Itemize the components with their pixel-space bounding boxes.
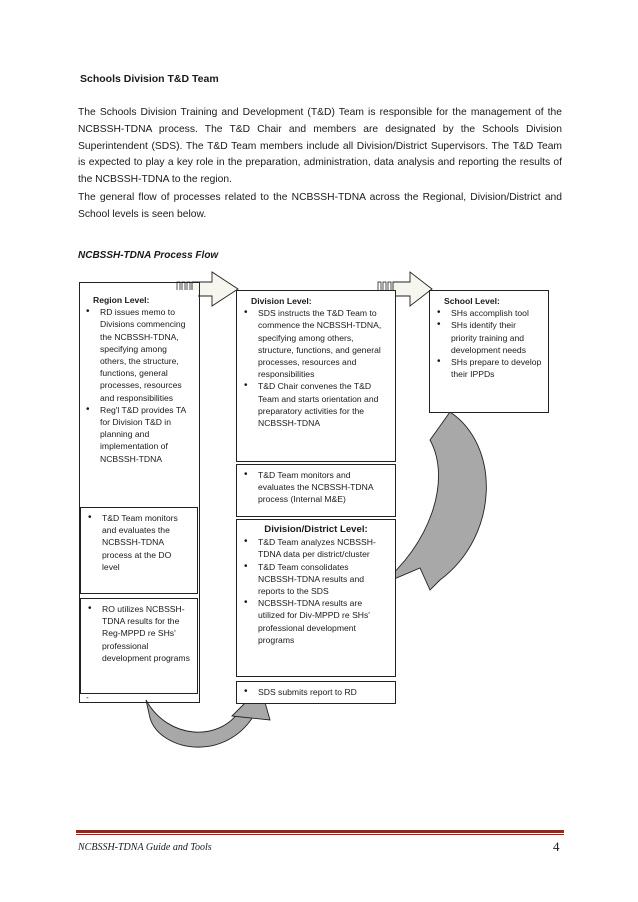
division-report-box bbox=[236, 681, 396, 704]
region-monitor-list bbox=[87, 512, 191, 573]
list-item: • SDS instructs the T&D Team to commence the NCBSSH-TDNA, specifying among others, structure, functions, and general processes, resources and responsibilities bbox=[243, 307, 389, 380]
division-list bbox=[243, 307, 389, 429]
district-heading: Division/District Level: bbox=[264, 524, 368, 535]
footer-rule bbox=[76, 830, 564, 833]
region-list bbox=[85, 306, 192, 465]
list-item: • SHs accomplish tool bbox=[436, 307, 542, 319]
list-item: • RD issues memo to Divisions commencing the NCBSSH-TDNA, specifying among others, the structure, functions, general processes, resources and responsibilities bbox=[85, 306, 192, 404]
intro-paragraph: The Schools Division Training and Development (T&D) Team is responsible for the management of the NCBSSH-TDNA process. The T&D Chair and members are designated by the Schools Division Superintendent (SDS). The T&D Team members include all Division/District Supervisors. The T&D Team is expected to play a key role in the preparation, administration, data analysis and reporting the results of the NCBSSH-TDNA to the region. bbox=[78, 107, 562, 186]
footer-title: NCBSSH-TDNA Guide and Tools bbox=[78, 842, 212, 853]
list-item: • T&D Team monitors and evaluates the NCBSSH-TDNA process at the DO level bbox=[87, 512, 191, 573]
list-item: • SDS submits report to RD bbox=[243, 686, 389, 698]
region-heading: Region Level: bbox=[93, 295, 150, 305]
list-item: • RO utilizes NCBSSH-TDNA results for the Reg-MPPD re SHs' professional development programs bbox=[87, 603, 191, 664]
list-item: • T&D Chair convenes the T&D Team and starts orientation and preparatory activities for the NCBSSH-TDNA bbox=[243, 380, 389, 429]
list-item: • T&D Team analyzes NCBSSH-TDNA data per district/cluster bbox=[243, 536, 389, 560]
region-level-box bbox=[80, 290, 198, 502]
flow-description-paragraph: The general flow of processes related to the NCBSSH-TDNA across the Regional, Division/District and School levels is seen below. bbox=[78, 192, 562, 220]
division-monitor-box bbox=[236, 464, 396, 517]
flow-title: NCBSSH-TDNA Process Flow bbox=[78, 250, 219, 261]
division-monitor-list bbox=[243, 469, 389, 506]
list-item: • SHs prepare to develop their IPPDs bbox=[436, 356, 542, 380]
school-level-box bbox=[429, 290, 549, 413]
dash-mark: - bbox=[86, 693, 89, 702]
division-heading: Division Level: bbox=[251, 296, 312, 306]
list-item: • T&D Team consolidates NCBSSH-TDNA results and reports to the SDS bbox=[243, 561, 389, 598]
region-monitor-box bbox=[80, 507, 198, 594]
district-list bbox=[243, 536, 389, 646]
page-number: 4 bbox=[553, 839, 560, 854]
district-level-box bbox=[236, 519, 396, 677]
list-item: • SHs identify their priority training and development needs bbox=[436, 319, 542, 356]
list-item: • T&D Team monitors and evaluates the NCBSSH-TDNA process (Internal M&E) bbox=[243, 469, 389, 506]
list-item: • Reg'l T&D provides TA for Division T&D in planning and implementation of NCBSSH-TDNA bbox=[85, 404, 192, 465]
footer-rule-thin bbox=[76, 834, 564, 835]
school-heading: School Level: bbox=[444, 296, 500, 306]
division-report-list bbox=[243, 686, 389, 698]
school-list bbox=[436, 307, 542, 380]
list-item: • NCBSSH-TDNA results are utilized for Div-MPPD re SHs' professional development programs bbox=[243, 597, 389, 646]
region-utilize-list bbox=[87, 603, 191, 664]
division-level-box bbox=[236, 290, 396, 462]
section-title: Schools Division T&D Team bbox=[80, 73, 219, 85]
region-utilize-box bbox=[80, 598, 198, 694]
